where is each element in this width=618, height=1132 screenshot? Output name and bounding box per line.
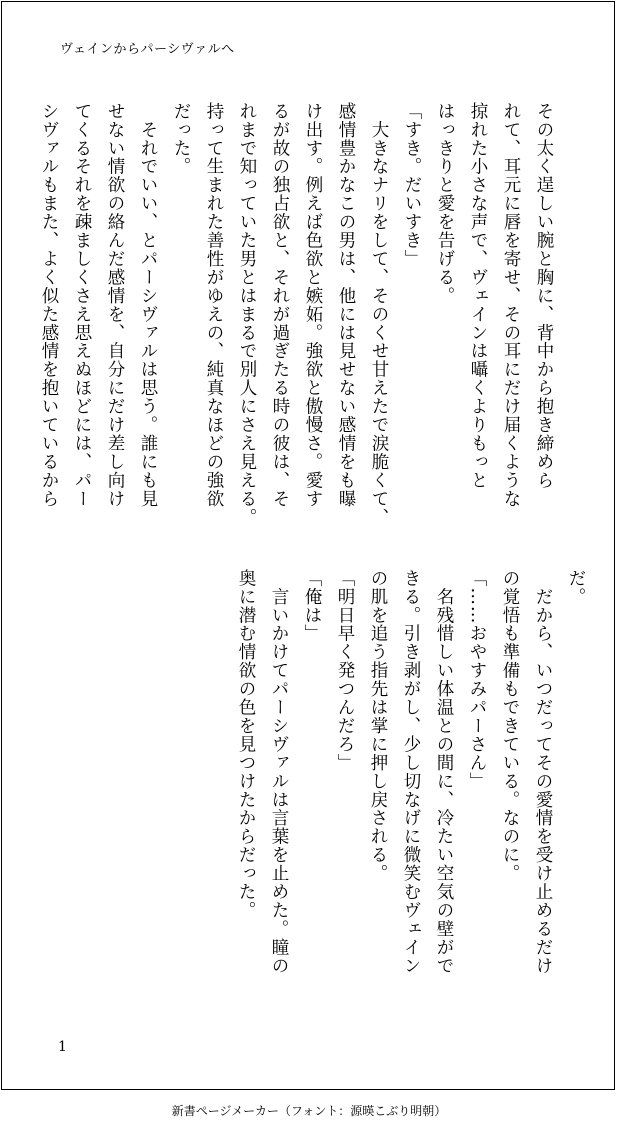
footer-credit: 新書ページメーカー（フォント：源暎こぶり明朝）: [171, 1104, 447, 1118]
text-line: るが故の独占欲と、それが過ぎたる時の彼は、そ: [270, 102, 290, 508]
running-header: ヴェインからパーシヴァルへ: [60, 42, 235, 57]
text-line: の肌を追う指先は掌に押し戻される。: [368, 569, 388, 883]
text-line: 持って生まれた善性がゆえの、純真なほどの強欲: [204, 102, 224, 508]
text-line: だから、いつだってその愛情を受け止めるだけ: [533, 569, 553, 975]
bottom-text-column: [224, 569, 592, 999]
text-line: 「俺は」: [302, 569, 322, 643]
text-line: それでいい、とパーシヴァルは思う。誰にも見: [138, 102, 158, 508]
text-line: 「すき。だいすき」: [402, 102, 422, 269]
text-line: てくるそれを疎ましくさえ思えぬほどには、パー: [72, 102, 92, 508]
text-line: の覚悟も準備もできている。なのに。: [500, 569, 520, 883]
text-line: 名残惜しい体温との間に、冷たい空気の壁がで: [434, 569, 454, 975]
text-line: 「明日早く発つんだろ」: [335, 569, 355, 772]
text-line: だった。: [171, 102, 191, 176]
text-line: け出す。例えば色欲と嫉妬。強欲と傲慢さ。愛す: [303, 102, 323, 508]
text-line: 大きなナリをして、そのくせ甘えたで涙脆くて、: [369, 102, 389, 527]
text-line: 奥に潜む情欲の色を見つけたからだった。: [236, 569, 256, 920]
text-line: れて、耳元に唇を寄せ、その耳にだけ届くような: [501, 102, 521, 508]
text-line: シヴァルもまた、よく似た感情を抱いているから: [39, 102, 59, 508]
page-number: 1: [58, 1039, 67, 1055]
text-line: はっきりと愛を告げる。: [435, 102, 455, 305]
text-line: せない情欲の絡んだ感情を、自分にだけ差し向け: [105, 102, 125, 508]
text-line: 「……おやすみパーさん」: [467, 569, 487, 791]
text-line: 掠れた小さな声で、ヴェインは囁くよりもっと: [468, 102, 488, 490]
text-line: きる。引き剥がし、少し切なげに微笑むヴェイン: [401, 569, 421, 975]
text-line: 言いかけてパーシヴァルは言葉を止めた。瞳の: [269, 569, 289, 975]
book-page: [1, 1, 615, 1090]
text-line: れまで知っていた男とはまるで別人にさえ見える。: [237, 102, 257, 527]
text-line: 感情豊かなこの男は、他には見せない感情をも曝: [336, 102, 356, 508]
text-line: その太く逞しい腕と胸に、背中から抱き締めら: [534, 102, 554, 490]
text-line: だ。: [566, 569, 586, 606]
top-text-column: [39, 102, 560, 532]
